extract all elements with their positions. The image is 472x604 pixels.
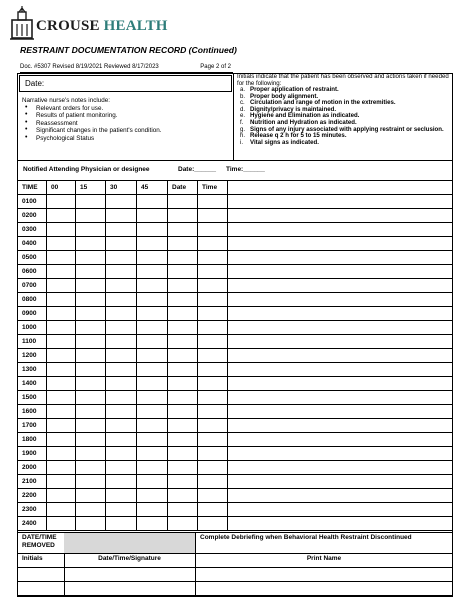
entry-cell[interactable]: [168, 433, 198, 447]
entry-cell[interactable]: [47, 307, 76, 321]
entry-cell[interactable]: [106, 321, 137, 335]
entry-cell[interactable]: [228, 475, 453, 489]
time-row: [18, 265, 453, 279]
entry-cell[interactable]: [76, 517, 106, 531]
narrative-item: • Relevant orders for use.: [22, 105, 232, 113]
divider: [64, 582, 65, 595]
entry-cell[interactable]: [198, 433, 228, 447]
entry-cell[interactable]: [228, 405, 453, 419]
entry-cell[interactable]: [228, 461, 453, 475]
entry-cell[interactable]: [137, 489, 168, 503]
entry-cell[interactable]: [47, 475, 76, 489]
header-30: 30: [106, 181, 137, 195]
entry-cell[interactable]: [168, 209, 198, 223]
entry-cell[interactable]: [228, 195, 453, 209]
entry-cell[interactable]: [137, 335, 168, 349]
entry-cell[interactable]: [76, 475, 106, 489]
entry-cell[interactable]: [106, 489, 137, 503]
initials-legend: [237, 74, 453, 146]
time-label: 0700: [18, 279, 47, 293]
footer-table: [17, 532, 453, 596]
initials-item-letter: g.: [240, 125, 246, 133]
entry-cell[interactable]: [106, 293, 137, 307]
signature-row: [18, 582, 453, 596]
entry-cell[interactable]: [137, 223, 168, 237]
initials-item-letter: a.: [240, 86, 246, 94]
entry-cell[interactable]: [76, 433, 106, 447]
header-45: 45: [137, 181, 168, 195]
initials-item-letter: h.: [240, 132, 246, 140]
time-label: 2000: [18, 461, 47, 475]
entry-cell[interactable]: [198, 293, 228, 307]
entry-cell[interactable]: [198, 237, 228, 251]
entry-cell[interactable]: [137, 405, 168, 419]
entry-cell[interactable]: [198, 461, 228, 475]
notified-date[interactable]: Date:______: [178, 166, 216, 173]
entry-cell[interactable]: [168, 223, 198, 237]
entry-cell[interactable]: [47, 503, 76, 517]
entry-cell[interactable]: [198, 363, 228, 377]
divider: [233, 73, 234, 160]
time-label: 2100: [18, 475, 47, 489]
entry-cell[interactable]: [106, 433, 137, 447]
entry-cell[interactable]: [168, 195, 198, 209]
time-row: [18, 503, 453, 517]
entry-cell[interactable]: [106, 461, 137, 475]
entry-cell[interactable]: [228, 321, 453, 335]
removed-label: DATE/TIME REMOVED: [22, 534, 57, 550]
doc-line: [20, 64, 233, 70]
time-label: 1900: [18, 447, 47, 461]
entry-cell[interactable]: [76, 307, 106, 321]
building-icon: [10, 6, 34, 40]
removed-row: [18, 533, 453, 554]
entry-cell[interactable]: [106, 349, 137, 363]
entry-cell[interactable]: [47, 447, 76, 461]
entry-cell[interactable]: [76, 251, 106, 265]
entry-cell[interactable]: [137, 419, 168, 433]
entry-cell[interactable]: [168, 335, 198, 349]
initials-item-letter: b.: [240, 92, 246, 100]
notified-physician: [23, 166, 265, 173]
narrative-notes: [22, 97, 232, 142]
time-label: 0800: [18, 293, 47, 307]
entry-cell[interactable]: [168, 237, 198, 251]
time-row: [18, 419, 453, 433]
entry-cell[interactable]: [76, 419, 106, 433]
time-row: [18, 279, 453, 293]
entry-cell[interactable]: [137, 293, 168, 307]
entry-cell[interactable]: [76, 447, 106, 461]
narrative-item: • Reassessment: [22, 120, 232, 128]
entry-cell[interactable]: [228, 419, 453, 433]
initials-item-letter: f.: [240, 119, 244, 127]
entry-cell[interactable]: [137, 349, 168, 363]
entry-cell[interactable]: [106, 251, 137, 265]
removed-shaded-field: [64, 533, 195, 553]
entry-cell[interactable]: [198, 349, 228, 363]
narrative-item: • Significant changes in the patient's condition.: [22, 127, 232, 135]
entry-cell[interactable]: [168, 503, 198, 517]
initials-item-text: Signs of any injury associated with applying restraint or seclusion.: [250, 125, 444, 133]
entry-cell[interactable]: [228, 363, 453, 377]
entry-cell[interactable]: [137, 251, 168, 265]
entry-cell[interactable]: [47, 321, 76, 335]
entry-cell[interactable]: [76, 237, 106, 251]
time-row: [18, 377, 453, 391]
entry-cell[interactable]: [47, 265, 76, 279]
entry-cell[interactable]: [137, 517, 168, 531]
entry-cell[interactable]: [198, 475, 228, 489]
entry-cell[interactable]: [168, 251, 198, 265]
initials-item-text: Hygiene and Elimination as indicated.: [250, 112, 360, 120]
entry-cell[interactable]: [47, 293, 76, 307]
time-label: 1500: [18, 391, 47, 405]
entry-cell[interactable]: [47, 279, 76, 293]
debrief-label: Complete Debriefing when Behavioral Health Restraint Discontinued: [200, 534, 412, 541]
divider: [17, 160, 453, 161]
date-field[interactable]: [19, 75, 232, 92]
entry-cell[interactable]: [137, 265, 168, 279]
entry-cell[interactable]: [137, 433, 168, 447]
entry-cell[interactable]: [137, 279, 168, 293]
entry-cell[interactable]: [198, 279, 228, 293]
entry-cell[interactable]: [76, 321, 106, 335]
time-label: 0300: [18, 223, 47, 237]
entry-cell[interactable]: [137, 377, 168, 391]
brand-name: [36, 18, 168, 35]
divider: [64, 568, 65, 581]
entry-cell[interactable]: [228, 517, 453, 531]
entry-cell[interactable]: [106, 363, 137, 377]
entry-cell[interactable]: [198, 209, 228, 223]
entry-cell[interactable]: [168, 307, 198, 321]
notified-label: Notified Attending Physician or designee: [23, 166, 150, 173]
initials-item-text: Release q 2 h for 5 to 15 minutes.: [250, 132, 347, 140]
entry-cell[interactable]: [76, 349, 106, 363]
entry-cell[interactable]: [198, 251, 228, 265]
entry-cell[interactable]: [228, 489, 453, 503]
entry-cell[interactable]: [106, 517, 137, 531]
entry-cell[interactable]: [168, 293, 198, 307]
entry-cell[interactable]: [106, 419, 137, 433]
entry-cell[interactable]: [137, 447, 168, 461]
removed-cell: [18, 533, 196, 554]
date-signature-label: Date/Time/Signature: [98, 555, 161, 562]
signature-row: [18, 568, 453, 582]
entry-cell[interactable]: [228, 279, 453, 293]
entry-cell[interactable]: [137, 475, 168, 489]
initials-item-text: Vital signs as indicated.: [250, 138, 319, 146]
entry-cell[interactable]: [198, 489, 228, 503]
time-row: [18, 307, 453, 321]
time-row: [18, 405, 453, 419]
entry-cell[interactable]: [168, 405, 198, 419]
narrative-item: • Psychological Status: [22, 135, 232, 143]
entry-cell[interactable]: [47, 335, 76, 349]
time-row: [18, 363, 453, 377]
time-row: [18, 475, 453, 489]
entry-cell[interactable]: [76, 363, 106, 377]
time-label: 1200: [18, 349, 47, 363]
entry-cell[interactable]: [198, 377, 228, 391]
initials-item-text: Proper application of restraint.: [250, 86, 339, 94]
print-name-label: Print Name: [306, 555, 342, 562]
narrative-list: [22, 105, 232, 143]
time-row: [18, 517, 453, 531]
entry-cell[interactable]: [106, 265, 137, 279]
entry-cell[interactable]: [106, 377, 137, 391]
time-row: [18, 293, 453, 307]
entry-cell[interactable]: [106, 209, 137, 223]
entry-cell[interactable]: [47, 405, 76, 419]
time-row: [18, 195, 453, 209]
entry-cell[interactable]: [106, 335, 137, 349]
entry-cell[interactable]: [106, 195, 137, 209]
narrative-item: • Results of patient monitoring.: [22, 112, 232, 120]
entry-cell[interactable]: [228, 349, 453, 363]
debrief-cell[interactable]: [196, 533, 453, 554]
entry-cell[interactable]: [228, 377, 453, 391]
entry-cell[interactable]: [168, 419, 198, 433]
entry-cell[interactable]: [47, 391, 76, 405]
entry-cell[interactable]: [47, 419, 76, 433]
entry-cell[interactable]: [76, 405, 106, 419]
time-row: [18, 335, 453, 349]
initials-lead: Initials indicate that the patient has been observed and actions taken if needed for the following:: [237, 73, 449, 87]
entry-cell[interactable]: [47, 349, 76, 363]
initials-item-text: Dignity/privacy is maintained.: [250, 105, 337, 113]
time-label: 0900: [18, 307, 47, 321]
entry-cell[interactable]: [137, 321, 168, 335]
time-row: [18, 433, 453, 447]
entry-cell[interactable]: [168, 391, 198, 405]
entry-cell[interactable]: [228, 223, 453, 237]
entry-cell[interactable]: [76, 265, 106, 279]
entry-cell[interactable]: [198, 405, 228, 419]
monitoring-grid: [17, 180, 453, 531]
entry-cell[interactable]: [76, 335, 106, 349]
entry-cell[interactable]: [76, 209, 106, 223]
entry-cell[interactable]: [137, 461, 168, 475]
entry-cell[interactable]: [106, 503, 137, 517]
time-label: 2300: [18, 503, 47, 517]
signature-cell[interactable]: [18, 568, 196, 582]
time-label: 1700: [18, 419, 47, 433]
entry-cell[interactable]: [47, 195, 76, 209]
page-number: Page 2 of 2: [200, 64, 231, 70]
time-label: 1300: [18, 363, 47, 377]
initials-item-letter: c.: [240, 99, 245, 107]
entry-cell[interactable]: [228, 335, 453, 349]
entry-cell[interactable]: [168, 517, 198, 531]
entry-cell[interactable]: [76, 223, 106, 237]
entry-cell[interactable]: [228, 503, 453, 517]
header-notes: [228, 181, 453, 195]
entry-cell[interactable]: [168, 321, 198, 335]
entry-cell[interactable]: [47, 433, 76, 447]
sig-header-cell: [18, 554, 196, 568]
signature-header-row: [18, 554, 453, 568]
entry-cell[interactable]: [168, 489, 198, 503]
entry-cell[interactable]: [198, 517, 228, 531]
entry-cell[interactable]: [168, 475, 198, 489]
signature-cell[interactable]: [18, 582, 196, 596]
entry-cell[interactable]: [76, 279, 106, 293]
entry-cell[interactable]: [47, 461, 76, 475]
time-row: [18, 349, 453, 363]
time-label: 0500: [18, 251, 47, 265]
entry-cell[interactable]: [228, 265, 453, 279]
entry-cell[interactable]: [106, 405, 137, 419]
time-label: 0200: [18, 209, 47, 223]
initials-item-text: Nutrition and Hydration as indicated.: [250, 119, 357, 127]
time-row: [18, 209, 453, 223]
doc-revision: Doc. #5307 Revised 8/19/2021 Reviewed 8/17/2023: [20, 64, 159, 70]
entry-cell[interactable]: [47, 223, 76, 237]
header-15: 15: [76, 181, 106, 195]
entry-cell[interactable]: [137, 209, 168, 223]
initials-item-text: Proper body alignment.: [250, 92, 319, 100]
entry-cell[interactable]: [47, 251, 76, 265]
entry-cell[interactable]: [137, 307, 168, 321]
entry-cell[interactable]: [106, 391, 137, 405]
initials-item-letter: i.: [240, 138, 244, 146]
entry-cell[interactable]: [168, 279, 198, 293]
entry-cell[interactable]: [228, 251, 453, 265]
entry-cell[interactable]: [47, 237, 76, 251]
entry-cell[interactable]: [137, 391, 168, 405]
entry-cell[interactable]: [168, 265, 198, 279]
print-name-field[interactable]: [196, 568, 453, 582]
entry-cell[interactable]: [137, 503, 168, 517]
entry-cell[interactable]: [198, 307, 228, 321]
initials-item-text: Circulation and range of motion in the extremities.: [250, 99, 396, 107]
entry-cell[interactable]: [47, 377, 76, 391]
entry-cell[interactable]: [228, 209, 453, 223]
entry-cell[interactable]: [168, 363, 198, 377]
entry-cell[interactable]: [76, 489, 106, 503]
entry-cell[interactable]: [198, 503, 228, 517]
entry-cell[interactable]: [228, 391, 453, 405]
crouse-health-logo: [10, 6, 210, 40]
header-date: Date: [168, 181, 198, 195]
entry-cell[interactable]: [76, 195, 106, 209]
initials-item: [237, 140, 453, 147]
time-label: 1800: [18, 433, 47, 447]
time-label: 1000: [18, 321, 47, 335]
entry-cell[interactable]: [228, 433, 453, 447]
initials-label: Initials: [22, 555, 43, 562]
time-label: 1100: [18, 335, 47, 349]
time-row: [18, 391, 453, 405]
time-label: 0100: [18, 195, 47, 209]
time-row: [18, 223, 453, 237]
entry-cell[interactable]: [168, 461, 198, 475]
entry-cell[interactable]: [198, 265, 228, 279]
entry-cell[interactable]: [168, 349, 198, 363]
entry-cell[interactable]: [137, 195, 168, 209]
entry-cell[interactable]: [76, 461, 106, 475]
notified-time[interactable]: Time:______: [226, 166, 265, 173]
entry-cell[interactable]: [137, 237, 168, 251]
entry-cell[interactable]: [106, 307, 137, 321]
entry-cell[interactable]: [106, 223, 137, 237]
print-name-cell: [196, 554, 453, 568]
initials-item-letter: e.: [240, 112, 246, 120]
time-label: 1600: [18, 405, 47, 419]
entry-cell[interactable]: [198, 223, 228, 237]
entry-cell[interactable]: [198, 321, 228, 335]
time-label: 0600: [18, 265, 47, 279]
print-name-field[interactable]: [196, 582, 453, 596]
entry-cell[interactable]: [198, 391, 228, 405]
entry-cell[interactable]: [47, 209, 76, 223]
entry-cell[interactable]: [198, 195, 228, 209]
entry-cell[interactable]: [228, 237, 453, 251]
entry-cell[interactable]: [168, 377, 198, 391]
entry-cell[interactable]: [76, 503, 106, 517]
initials-item-letter: d.: [240, 105, 246, 113]
narrative-intro: Narrative nurse's notes include:: [22, 97, 111, 104]
time-row: [18, 447, 453, 461]
date-label: Date:: [25, 79, 45, 88]
entry-cell[interactable]: [76, 377, 106, 391]
brand-part2: HEALTH: [103, 18, 168, 34]
entry-cell[interactable]: [168, 447, 198, 461]
entry-cell[interactable]: [47, 363, 76, 377]
time-label: 2400: [18, 517, 47, 531]
entry-cell[interactable]: [106, 475, 137, 489]
time-row: [18, 237, 453, 251]
entry-cell[interactable]: [198, 419, 228, 433]
header-time: TIME: [18, 181, 47, 195]
entry-cell[interactable]: [198, 447, 228, 461]
time-label: 2200: [18, 489, 47, 503]
header-00: 00: [47, 181, 76, 195]
time-row: [18, 461, 453, 475]
entry-cell[interactable]: [198, 335, 228, 349]
entry-cell[interactable]: [76, 293, 106, 307]
brand-part1: CROUSE: [36, 18, 100, 34]
form-title: RESTRAINT DOCUMENTATION RECORD (Continued): [20, 45, 237, 55]
entry-cell[interactable]: [76, 391, 106, 405]
entry-cell[interactable]: [47, 489, 76, 503]
time-row: [18, 321, 453, 335]
entry-cell[interactable]: [228, 307, 453, 321]
entry-cell[interactable]: [106, 279, 137, 293]
grid-header-row: [18, 181, 453, 195]
time-label: 1400: [18, 377, 47, 391]
entry-cell[interactable]: [228, 293, 453, 307]
entry-cell[interactable]: [137, 363, 168, 377]
time-row: [18, 489, 453, 503]
entry-cell[interactable]: [228, 447, 453, 461]
time-label: 0400: [18, 237, 47, 251]
entry-cell[interactable]: [106, 237, 137, 251]
initials-list: [237, 87, 453, 146]
time-row: [18, 251, 453, 265]
entry-cell[interactable]: [106, 447, 137, 461]
entry-cell[interactable]: [47, 517, 76, 531]
header-time2: Time: [198, 181, 228, 195]
